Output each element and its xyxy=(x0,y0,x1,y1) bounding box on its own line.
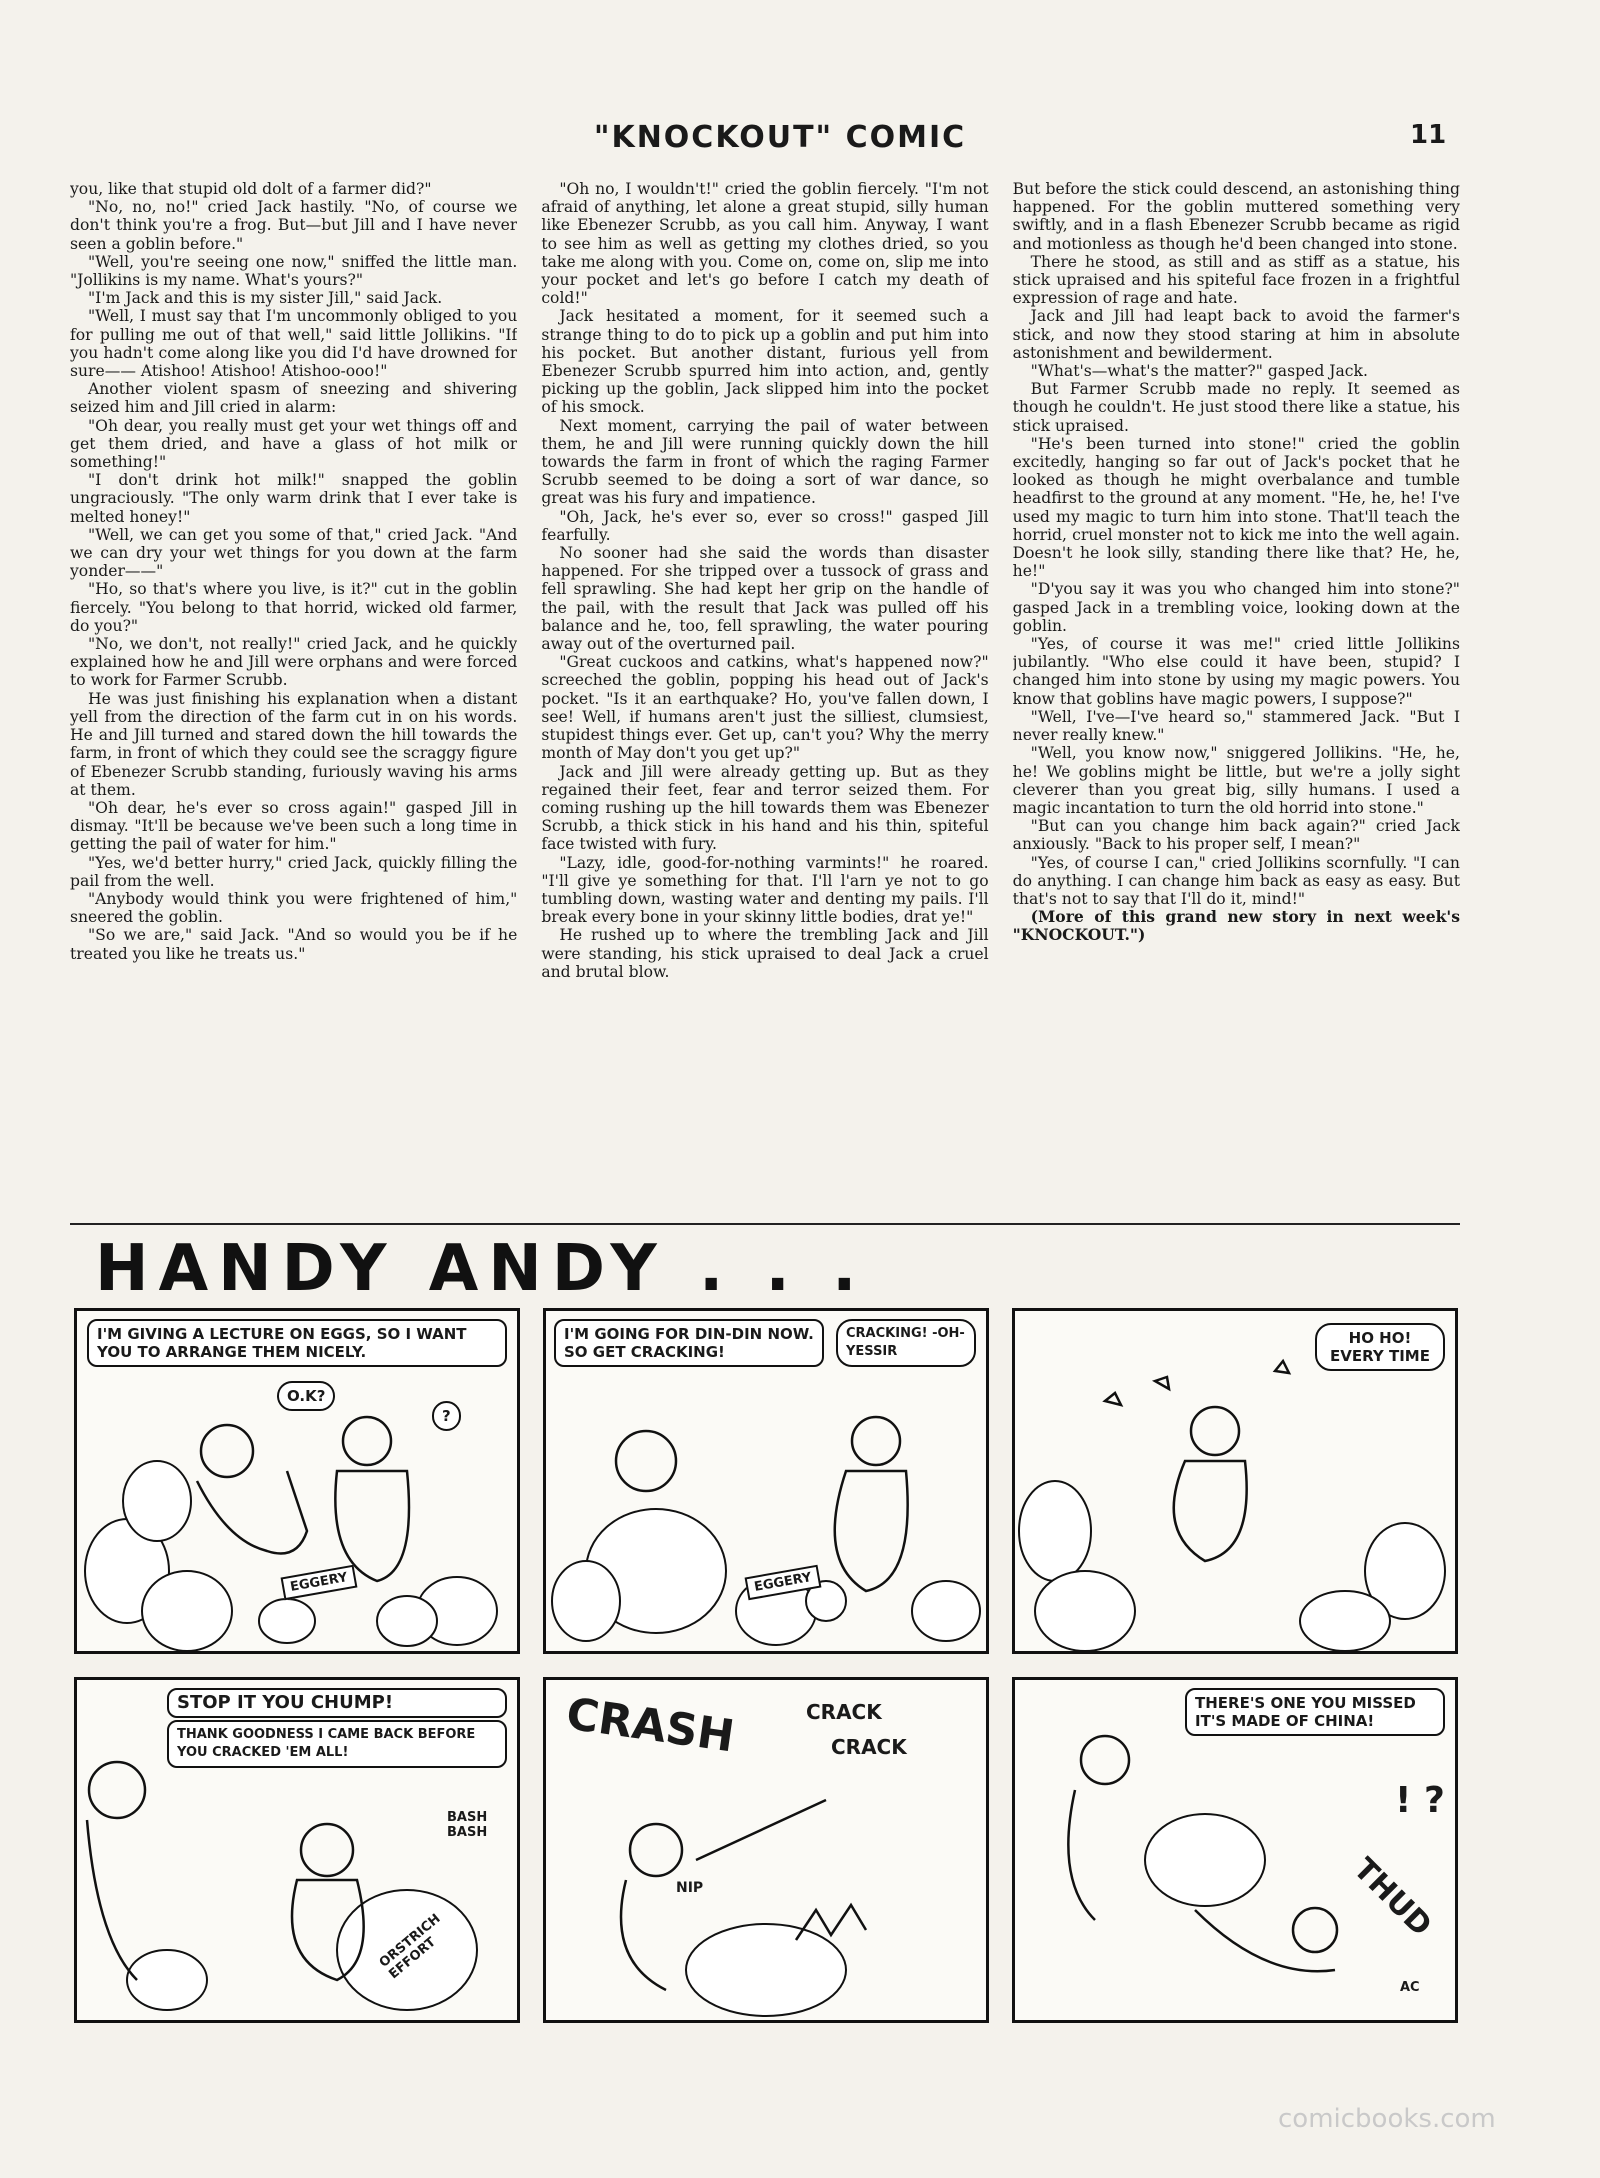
page-header xyxy=(0,120,1600,170)
paragraph: "Yes, of course I can," cried Jollikins scornfully. "I can do anything. I can change him back as easy as easy. But that's not to say that I'll do it, mind!" xyxy=(1012,853,1460,908)
story-column-1 xyxy=(70,180,517,1220)
watermark: comicbooks.com xyxy=(1278,2104,1496,2134)
speech-balloon: HO HO! EVERY TIME xyxy=(1315,1323,1445,1371)
speech-balloon: THANK GOODNESS I CAME BACK BEFORE YOU CRACKED 'EM ALL! xyxy=(167,1720,507,1768)
comic-strip-title: HANDY ANDY . . . xyxy=(95,1232,867,1306)
paragraph: "Lazy, idle, good-for-nothing varmints!" he roared. "I'll give ye something for that. I'll l'arn ye not to go tumbling down, wasting water and denting my pails. I'll break every bone in your skinny little bodies, drat ye!" xyxy=(541,853,989,927)
paragraph: Next moment, carrying the pail of water between them, he and Jill were running quickly down the hill towards the farm in front of which the raging Farmer Scrubb seemed to be doing a sort of war dance, so great was his fury and impatience. xyxy=(541,416,989,508)
comic-panel-3 xyxy=(1012,1308,1458,1654)
speech-balloon: CRACKING! -OH-YESSIR xyxy=(836,1319,976,1367)
paragraph: No sooner had she said the words than disaster happened. For she tripped over a tussock of grass and fell sprawling. She had kept her grip on the handle of the pail, with the result that Jack was pulled off his balance and he, too, fell sprawling, the water pouring away out of the overturned pail. xyxy=(541,544,989,654)
speech-balloon: I'M GOING FOR DIN-DIN NOW. SO GET CRACKING! xyxy=(554,1319,824,1367)
paragraph: Jack and Jill had leapt back to avoid the farmer's stick, and now they stood staring at him in absolute astonishment and bewilderment. xyxy=(1012,307,1460,362)
paragraph: "What's—what's the matter?" gasped Jack. xyxy=(1030,362,1368,381)
speech-balloon: THERE'S ONE YOU MISSED IT'S MADE OF CHINA! xyxy=(1185,1688,1445,1736)
paragraph: you, like that stupid old dolt of a farmer did?" xyxy=(70,180,432,198)
paragraph: "Yes, we'd better hurry," cried Jack, quickly filling the pail from the well. xyxy=(70,853,518,890)
paragraph: "Well, you're seeing one now," sniffed the little man. "Jollikins is my name. What's yours?" xyxy=(70,252,518,290)
paragraph: "Oh dear, you really must get your wet things off and get them dried, and have a glass of hot milk or something!" xyxy=(70,416,518,472)
paragraph: Jack hesitated a moment, for it seemed such a strange thing to do to pick up a goblin and put him into his pocket. But another distant, furious yell from Ebenezer Scrubb spurred him into action, and, gently picking up the goblin, Jack slipped him into the pocket of his smock. xyxy=(541,307,989,417)
paragraph: Jack and Jill were already getting up. But as they regained their feet, fear and terror seized them. For coming rushing up the hill towards them was Ebenezer Scrubb, a thick stick in his hand and his thin, spiteful face twisted with fury. xyxy=(541,762,989,854)
speech-balloon: ? xyxy=(432,1401,461,1431)
paragraph: He rushed up to where the trembling Jack and Jill were standing, his stick upraised to deal Jack a cruel and brutal blow. xyxy=(541,926,989,981)
speech-balloon: O.K? xyxy=(277,1381,335,1411)
page-number: 11 xyxy=(1410,120,1447,150)
sound-effect: ! ? xyxy=(1395,1780,1445,1821)
paragraph: "I don't drink hot milk!" snapped the goblin ungraciously. "The only warm drink that I ever take is melted honey!" xyxy=(70,471,518,526)
paragraph: "I'm Jack and this is my sister Jill," said Jack. xyxy=(88,289,443,308)
paragraph: "No, we don't, not really!" cried Jack, and he quickly explained how he and Jill were orphans and were forced to work for Farmer Scrubb. xyxy=(70,635,518,690)
comic-panel-1 xyxy=(74,1308,520,1654)
sound-effect: NIP xyxy=(676,1880,704,1896)
sound-effect: CRACK xyxy=(831,1735,907,1759)
eggery-sign: EGGERY xyxy=(281,1565,358,1600)
paragraph: "Yes, of course it was me!" cried little Jollikins jubilantly. "Who else could it have been, stupid? I changed him into stone by using my magic powers. You know that goblins have magic powers, I suppose?" xyxy=(1012,635,1460,708)
paragraph: But before the stick could descend, an astonishing thing happened. For the goblin muttered something very swiftly, and in a flash Ebenezer Scrubb became as rigid and motionless as though he'd been changed into stone. xyxy=(1012,180,1460,253)
paragraph: But Farmer Scrubb made no reply. It seemed as though he couldn't. He just stood there like a statue, his stick upraised. xyxy=(1012,380,1460,435)
paragraph: "But can you change him back again?" cried Jack anxiously. "Back to his proper self, I mean?" xyxy=(1012,817,1460,854)
eggery-sign: EGGERY xyxy=(745,1565,822,1600)
paragraph: "Well, I must say that I'm uncommonly obliged to you for pulling me out of that well," said little Jollikins. "If you hadn't come along like you did I'd have drowned for sure—— Atishoo! Atishoo! Atishoo-ooo!" xyxy=(70,307,518,381)
paragraph: "No, no, no!" cried Jack hastily. "No, of course we don't think you're a frog. But—but Jill and I have never seen a goblin before." xyxy=(70,198,518,253)
paragraph: "Great cuckoos and catkins, what's happened now?" screeched the goblin, popping his head out of Jack's pocket. "Is it an earthquake? Ho, you've fallen down, I see! Well, if humans aren't just the silliest, clumsiest, stupidest things ever. Get up, can't you? Why the merry month of May don't you get up?" xyxy=(541,653,989,763)
section-divider xyxy=(70,1223,1460,1225)
continued-note: (More of this grand new story in next week's "KNOCKOUT.") xyxy=(1012,907,1460,945)
sound-effect: CRASH xyxy=(563,1688,738,1763)
paragraph: "Well, I've—I've heard so," stammered Jack. "But I never really knew." xyxy=(1012,707,1460,745)
paragraph: "Oh no, I wouldn't!" cried the goblin fiercely. "I'm not afraid of anything, let alone a great stupid, silly human like Ebenezer Scrubb, as you call him. Anyway, I want to see him as well as getting my clothes dried, so you take me along with you. Come on, come on, slip me into your pocket and let's go before I catch my death of cold!" xyxy=(541,180,989,308)
comic-panel-2 xyxy=(543,1308,989,1654)
sound-effect: THUD xyxy=(1346,1851,1439,1944)
paragraph: "Well, you know now," sniggered Jollikins. "He, he, he! We goblins might be little, but we're a jolly sight cleverer than you great big, silly humans. I used a magic incantation to turn the old horrid into stone." xyxy=(1012,744,1460,817)
story-column-3 xyxy=(1013,180,1460,1220)
comic-panel-6 xyxy=(1012,1677,1458,2023)
comic-panel-5 xyxy=(543,1677,989,2023)
paragraph: "Well, we can get you some of that," cried Jack. "And we can dry your wet things for you down at the farm yonder——" xyxy=(70,525,518,581)
paragraph: "D'you say it was you who changed him into stone?" gasped Jack in a trembling voice, looking down at the goblin. xyxy=(1012,580,1460,635)
speech-balloon: I'M GIVING A LECTURE ON EGGS, SO I WANT YOU TO ARRANGE THEM NICELY. xyxy=(87,1319,507,1367)
paragraph: "Oh, Jack, he's ever so, ever so cross!" gasped Jill fearfully. xyxy=(541,507,989,544)
sound-effect: BASH BASH xyxy=(447,1810,488,1840)
paragraph: "Oh dear, he's ever so cross again!" gasped Jill in dismay. "It'll be because we've been such a long time in getting the pail of water for him." xyxy=(70,798,518,854)
paragraph: "Anybody would think you were frightened of him," sneered the goblin. xyxy=(70,889,518,927)
egg-label: ORSTRICH EFFORT xyxy=(376,1911,444,1983)
paragraph: "So we are," said Jack. "And so would you be if he treated you like he treats us." xyxy=(70,926,518,963)
comic-strip xyxy=(74,1308,1458,2178)
paragraph: There he stood, as still and as stiff as a statue, his stick upraised and his spiteful face frozen in a frightful expression of rage and hate. xyxy=(1012,252,1460,308)
paragraph: He was just finishing his explanation when a distant yell from the direction of the farm cut in on his words. He and Jill turned and stared down the hill towards the farm, in front of which they could see the scraggy figure of Ebenezer Scrubb standing, furiously waving his arms at them. xyxy=(70,689,518,799)
speech-balloon: STOP IT YOU CHUMP! xyxy=(167,1688,507,1718)
comic-panel-4 xyxy=(74,1677,520,2023)
masthead: "KNOCKOUT" COMIC xyxy=(593,120,967,155)
paragraph: "Ho, so that's where you live, is it?" cut in the goblin fiercely. "You belong to that horrid, wicked old farmer, do you?" xyxy=(70,580,518,635)
story-text xyxy=(70,180,1460,1220)
artist-signature: AC xyxy=(1400,1980,1420,1995)
sound-effect: CRACK xyxy=(806,1700,882,1724)
paragraph: Another violent spasm of sneezing and shivering seized him and Jill cried in alarm: xyxy=(70,380,518,417)
paragraph: "He's been turned into stone!" cried the goblin excitedly, hanging so far out of Jack's pocket that he looked as though he might overbalance and tumble headfirst to the ground at any moment. "He, he, he! I've used my magic to turn him into stone. That'll teach the horrid, cruel monster not to kick me into the well again. Doesn't he look silly, standing there like that? He, he, he!" xyxy=(1012,434,1460,581)
story-column-2 xyxy=(541,180,988,1220)
